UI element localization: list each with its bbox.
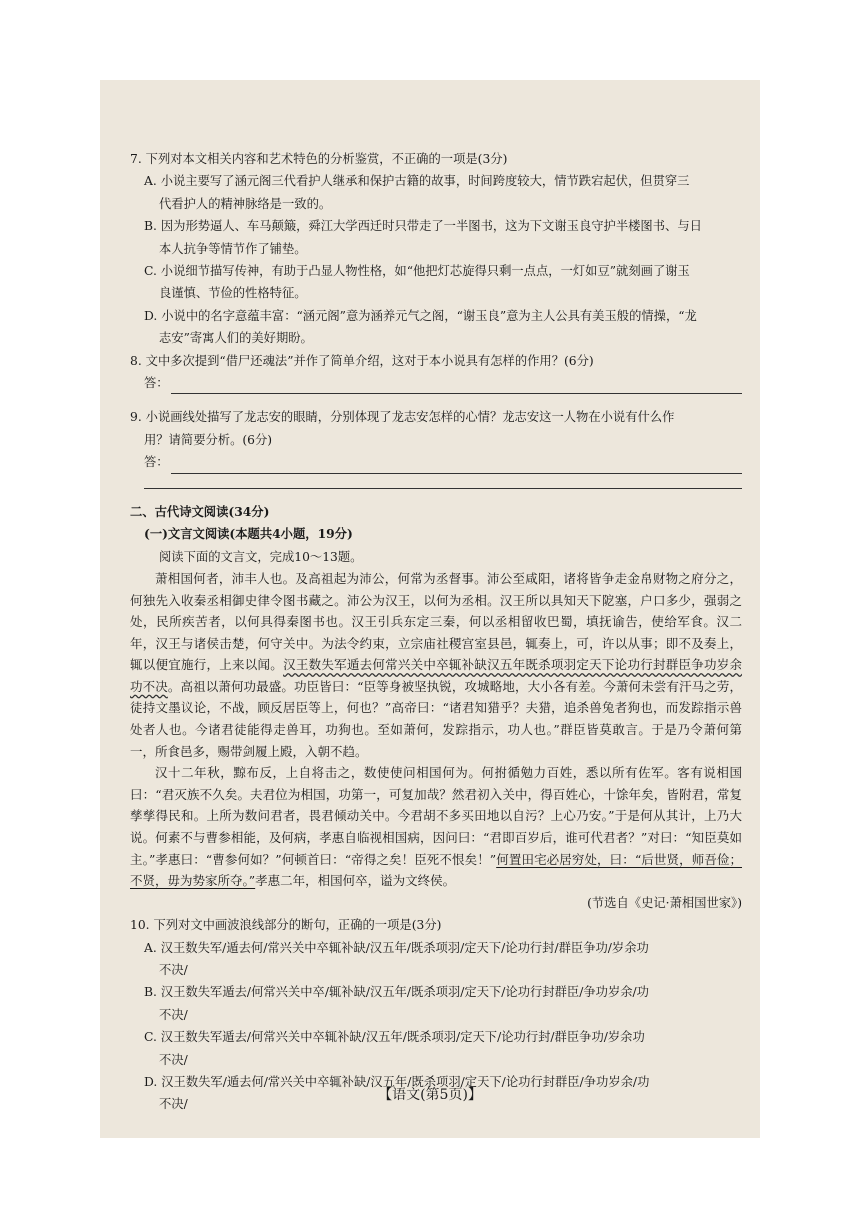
q9-answer-area[interactable]	[130, 451, 742, 473]
section-2-title: 二、古代诗文阅读(34分)	[130, 503, 270, 519]
section-2-subtitle: (一)文言文阅读(本题共4小题，19分)	[144, 526, 353, 542]
passage-source: (节选自《史记·萧相国世家》)	[587, 895, 742, 910]
question-9	[130, 406, 742, 488]
passage-text: 萧相国何者，沛丰人也。及高祖起为沛公，何常为丞督事。沛公至咸阳，诸将皆争走金帛财物之府分之，何独先入收秦丞相御史律令图书藏之。沛公为汉王，以何为丞相。汉王所以具知天下阸塞，户口多少，强弱之处，民所疾苦者，以何具得秦图书也。汉王引兵东定三秦，何以丞相留收巴蜀，填抚谕告，使给军食。汉二年，汉王与诸侯击楚，何守关中。为法令约束，立宗庙社稷宫室县邑，辄奏上，可，许以从事；即不及奏上，辄以便宜施行，上来以闻。	[130, 570, 742, 673]
passage-text: 。高祖以萧何功最盛。功臣皆曰：“臣等身被坚执锐，攻城略地，大小各有差。今萧何未尝有汗马之劳，徒持文墨议论，不战，顾反居臣等上，何也？”高帝曰：“诸君知猎乎？夫猎，追杀兽兔者狗也，而发踪指示兽处者人也。今诸君徒能得走兽耳，功狗也。至如萧何，发踪指示，功人也。”群臣皆莫敢言。于是乃令萧何第一，所食邑多，赐带剑履上殿，入朝不趋。	[130, 678, 742, 759]
q8-answer-line	[171, 379, 742, 394]
q10-option-c-cont: 不决/	[159, 1052, 188, 1067]
q8-answer-area[interactable]	[130, 372, 742, 394]
section-2-instruction: 阅读下面的文言文，完成10～13题。	[159, 549, 363, 564]
page-footer: 【语文(第5页)】	[378, 1087, 482, 1103]
q7-option-c-cont: 良谨慎、节俭的性格特征。	[159, 286, 307, 301]
wavy-underlined-text: 汉王数失军遁去何常兴关中卒辄补缺汉五年既杀项羽定天下论功行封群臣争功岁余功不决	[130, 657, 742, 694]
underlined-text: 何置田宅必居穷处，曰：“后世贤，师吾俭；不贤，毋为势家所夺。”	[130, 851, 742, 889]
q8-answer-label: 答：	[144, 376, 169, 391]
q10-option-a: A. 汉王数失军/遁去何/常兴关中卒辄补缺/汉五年/既杀项羽/定天下/论功行封/群臣争功/岁余功	[144, 940, 649, 955]
q10-option-d-cont: 不决/	[159, 1097, 188, 1112]
question-7	[130, 148, 742, 350]
q7-option-a-cont: 代看护人的精神脉络是一致的。	[159, 196, 332, 211]
question-8	[130, 350, 742, 395]
q7-option-c: C. 小说细节描写传神，有助于凸显人物性格，如“他把灯芯旋得只剩一点点，一灯如豆”就刻画了谢玉	[144, 264, 690, 279]
q10-option-a-cont: 不决/	[159, 963, 188, 978]
q7-option-b-cont: 本人抗争等情节作了铺垫。	[159, 241, 307, 256]
q7-option-d-cont: 志安”寄寓人们的美好期盼。	[159, 331, 313, 346]
q9-stem-cont: 用？请简要分析。(6分)	[144, 432, 273, 447]
passage-text: 孝惠二年，相国何卒，谥为文终侯。	[255, 873, 456, 889]
passage-text: 汉十二年秋，黥布反，上自将击之，数使使问相国何为。何拊循勉力百姓，悉以所有佐军。客有说相国曰：“君灭族不久矣。夫君位为相国，功第一，可复加哉？然君初入关中，得百姓心，十馀年矣，皆附君，常复孳孳得民和。上所为数问君者，畏君倾动关中。今君胡不多买田地以自污？上心乃安。”于是何从其计，上乃大说。何素不与曹参相能，及何病，孝惠自临视相国病，因问曰：“君即百岁后，谁可代君者？”对曰：“知臣莫如主。”孝惠曰：“曹参何如？”何顿首曰：“帝得之矣！臣死不恨矣！”	[130, 765, 742, 867]
q10-option-c: C. 汉王数失军遁去/何常兴关中卒辄补缺/汉五年/既杀项羽/定天下/论功行封/群臣争功/岁余功	[144, 1030, 645, 1045]
q7-option-a: A. 小说主要写了涵元阁三代看护人继承和保护古籍的故事，时间跨度较大，情节跌宕起伏，但贯穿三	[144, 174, 690, 189]
passage-paragraph-1	[130, 568, 742, 762]
passage-paragraph-2	[130, 762, 742, 892]
section-2	[130, 501, 742, 568]
q7-option-b: B. 因为形势逼人、车马颠簸，舜江大学西迁时只带走了一半图书，这为下文谢玉良守护半楼图书、与日	[144, 219, 702, 234]
q9-answer-label: 答：	[144, 455, 169, 470]
classical-passage	[130, 568, 742, 892]
q9-stem: 9. 小说画线处描写了龙志安的眼睛，分别体现了龙志安怎样的心情？龙志安这一人物在小说有什么作	[130, 410, 675, 425]
q10-option-b-cont: 不决/	[159, 1007, 188, 1022]
q8-stem: 8. 文中多次提到“借尸还魂法”并作了简单介绍，这对于本小说具有怎样的作用？(6分)	[130, 353, 594, 368]
q9-answer-line	[171, 459, 742, 474]
q9-answer-line-2	[144, 474, 742, 489]
q7-option-d: D. 小说中的名字意蕴丰富：“涵元阁”意为涵养元气之阁，“谢玉良”意为主人公具有美玉般的情操，“龙	[144, 308, 697, 323]
q10-option-b: B. 汉王数失军遁去/何常兴关中卒/辄补缺/汉五年/既杀项羽/定天下/论功行封群臣/争功岁余/功	[144, 985, 649, 1000]
q7-stem: 7. 下列对本文相关内容和艺术特色的分析鉴赏，不正确的一项是(3分)	[130, 152, 508, 166]
q10-stem: 10. 下列对文中画波浪线部分的断句，正确的一项是(3分)	[130, 918, 442, 933]
page-content	[130, 148, 742, 1116]
q10-option-d: D. 汉王数失军/遁去何/常兴关中卒辄补缺/汉五年/既杀项羽/定天下/论功行封群臣/争功岁余/功	[144, 1075, 650, 1090]
